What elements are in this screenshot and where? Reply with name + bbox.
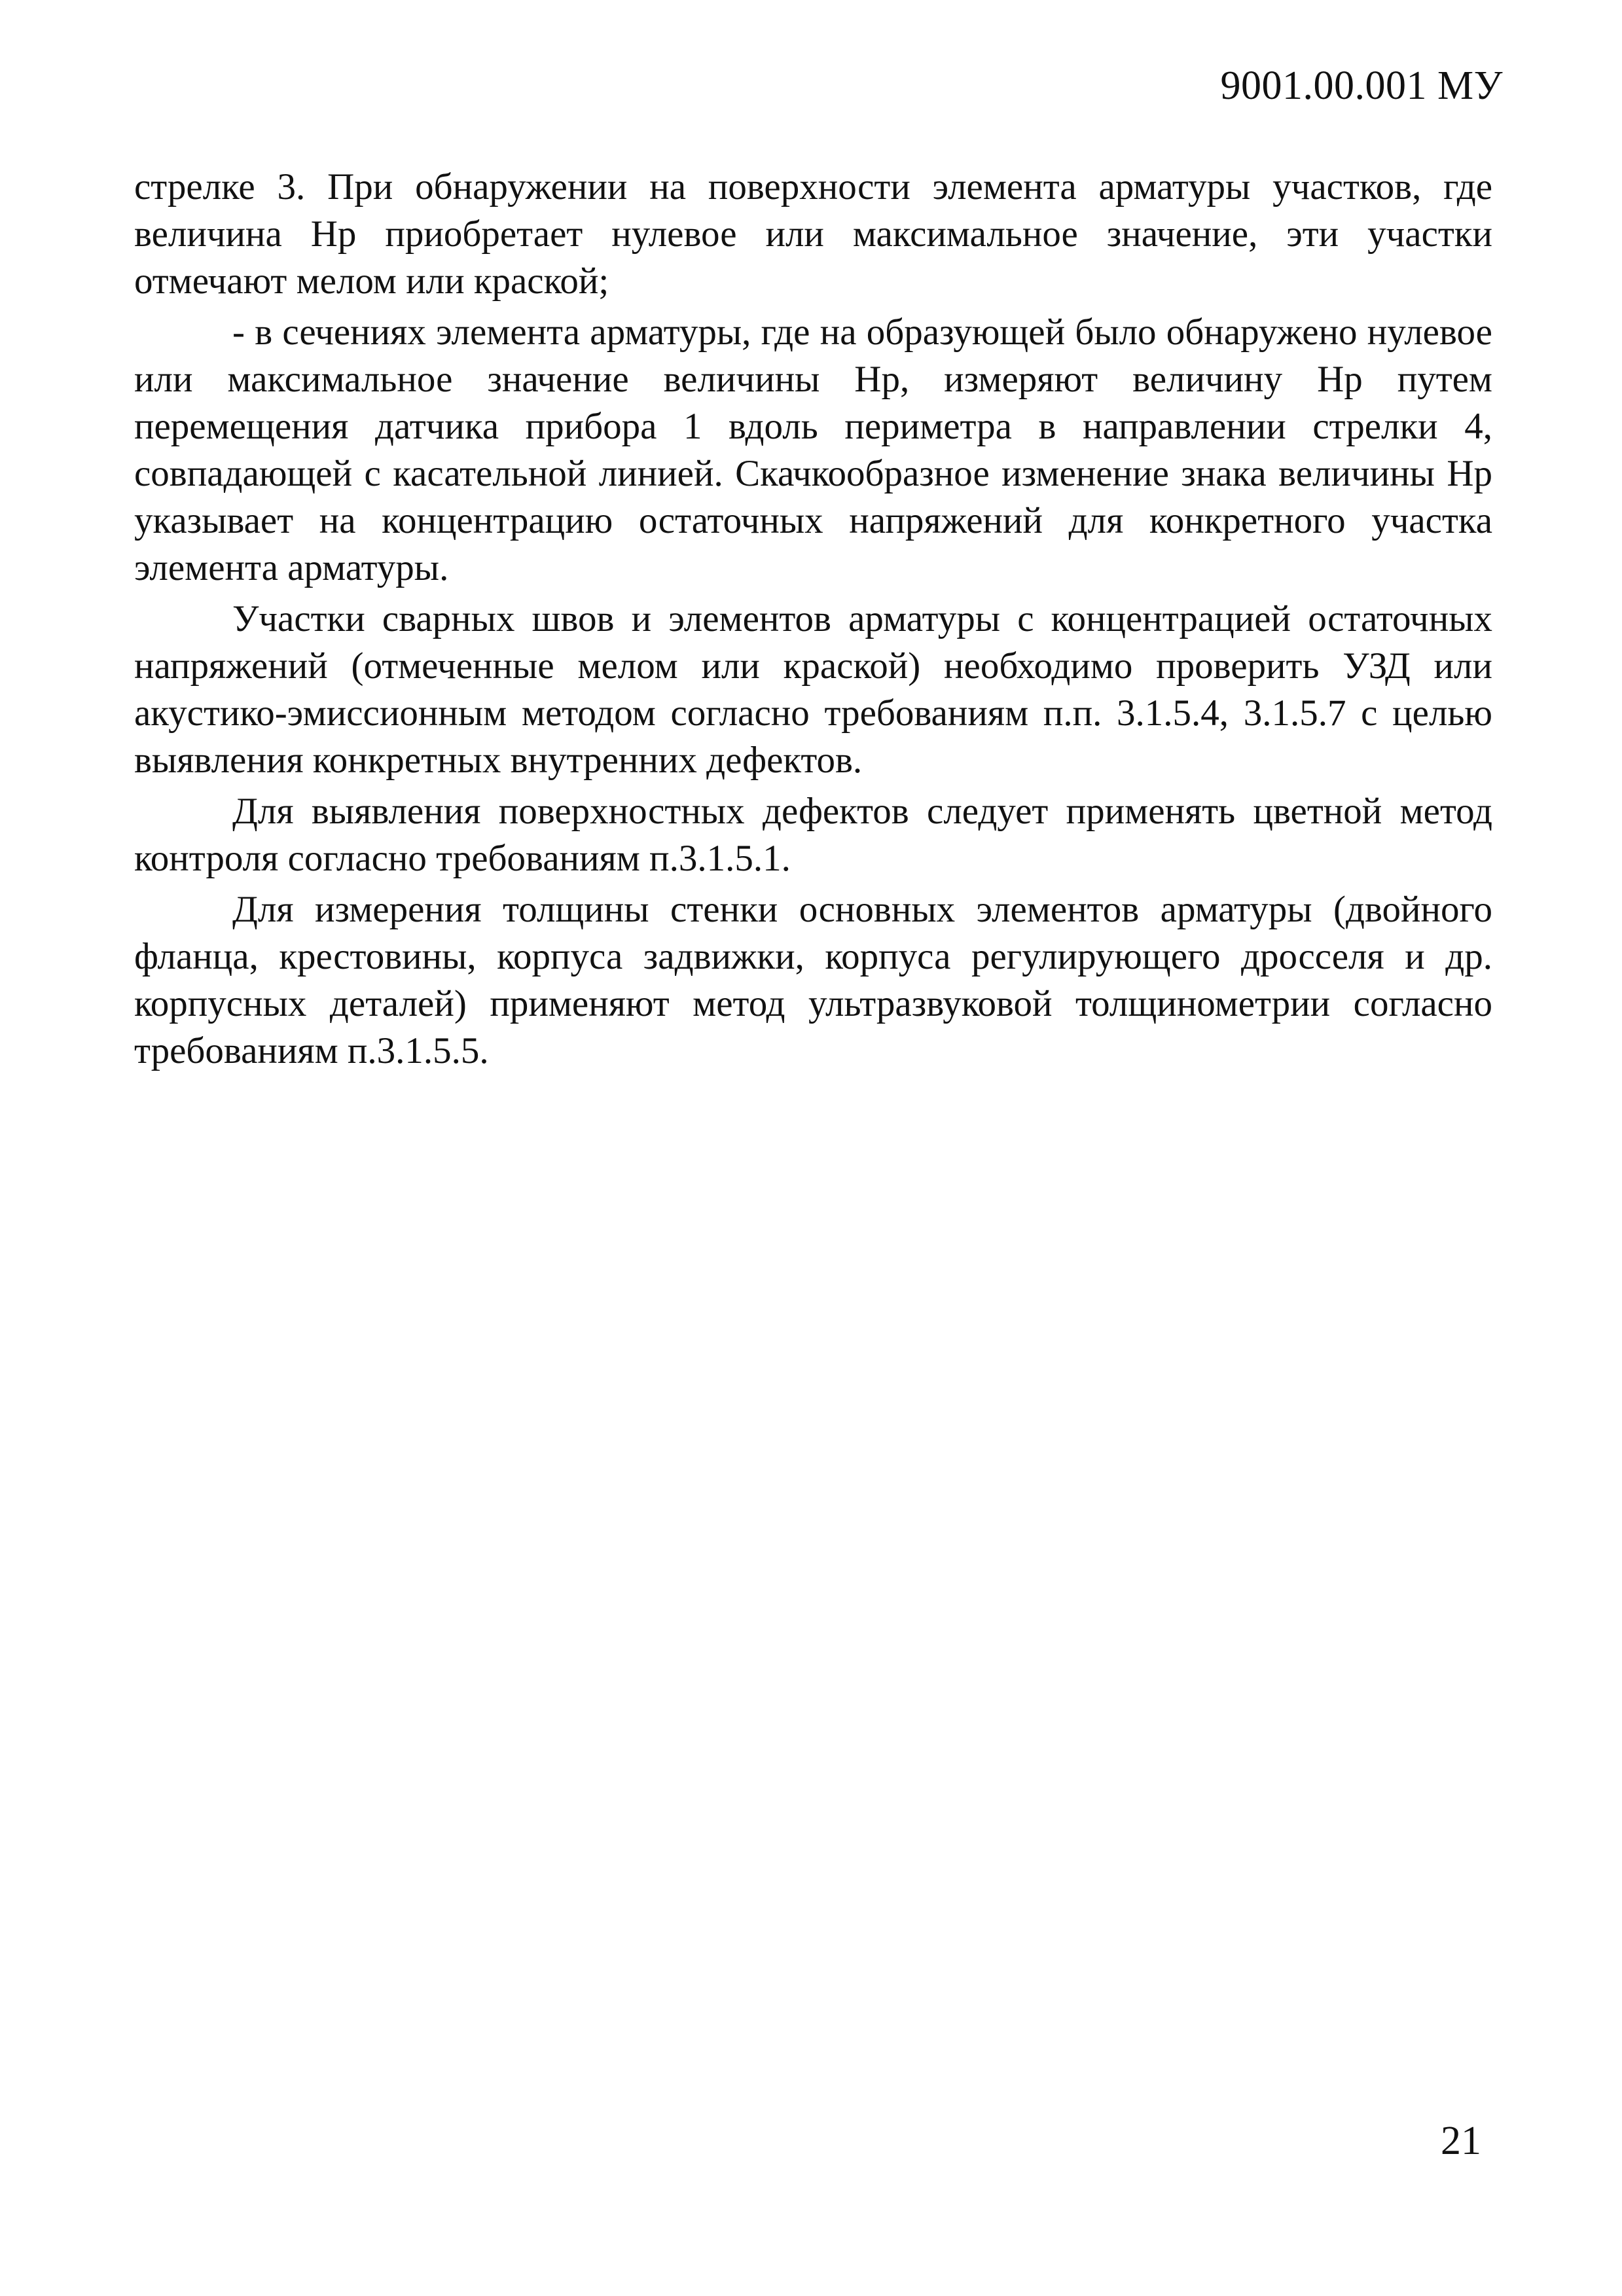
paragraph-continuation: стрелке 3. При обнаружении на поверхности элемента арматуры участков, где величина Hp приобретает нулевое или максимальное значение, эти участки отмечают мелом или краской; [134, 166, 1492, 302]
body-text [134, 164, 1492, 1075]
paragraph-welds: Участки сварных швов и элементов арматуры с концентрацией остаточных напряжений (отмеченные мелом или краской) необходимо проверить УЗД или акустико-эмиссионным методом согласно требованиям п.п. 3.1.5.4, 3.1.5.7 с целью выявления конкретных внутренних дефектов. [134, 598, 1492, 781]
paragraph-thickness: Для измерения толщины стенки основных элементов арматуры (двойного фланца, крестовины, корпуса задвижки, корпуса регулирующего дросселя и др. корпусных деталей) применяют метод ультразвуковой толщинометрии согласно требованиям п.3.1.5.5. [134, 889, 1492, 1071]
document-code: 9001.00.001 МУ [1220, 63, 1503, 108]
paragraph-surface-defects: Для выявления поверхностных дефектов следует применять цветной метод контроля согласно требованиям п.3.1.5.1. [134, 791, 1492, 879]
paragraph-list-item: - в сечениях элемента арматуры, где на образующей было обнаружено нулевое или максимальное значение величины Hp, измеряют величину Hp путем перемещения датчика прибора 1 вдоль периметра в направлении стрелки 4, совпадающей с касательной линией. Скачкообразное изменение знака величины Hp указывает на концентрацию остаточных напряжений для конкретного участка элемента арматуры. [134, 312, 1492, 588]
page-number: 21 [1441, 2119, 1481, 2163]
